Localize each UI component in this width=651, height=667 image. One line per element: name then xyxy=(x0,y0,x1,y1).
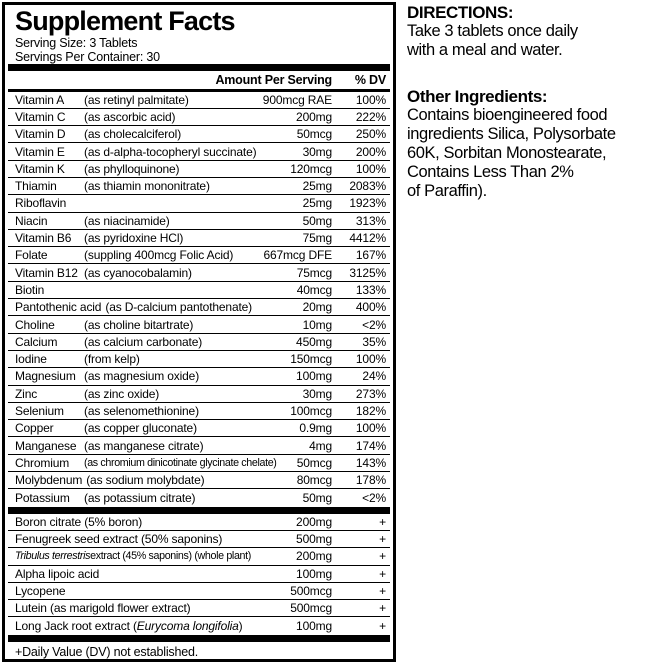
nutrient-dv: 100% xyxy=(355,352,386,367)
nutrient-desc: (as retinyl palmitate) xyxy=(84,92,189,107)
table-row xyxy=(8,514,390,531)
nutrient-dv: 222% xyxy=(355,109,386,124)
table-row xyxy=(8,386,390,403)
nutrient-name: Vitamin D xyxy=(15,127,66,142)
nutrient-amount: 50mg xyxy=(302,213,332,228)
nutrient-name: Chromium xyxy=(15,455,70,470)
nutrient-desc: (as magnesium oxide) xyxy=(84,369,200,384)
nutrient-name: Vitamin K xyxy=(15,161,65,176)
table-row xyxy=(8,264,390,281)
ingredient-dv: + xyxy=(379,619,386,634)
nutrient-desc: (suppling 400mcg Folic Acid) xyxy=(84,248,234,263)
nutrient-name: Riboflavin xyxy=(15,196,67,211)
nutrient-dv: 100% xyxy=(355,161,386,176)
nutrient-dv: 143% xyxy=(355,455,386,470)
thick-divider-top xyxy=(8,64,390,71)
ingredient-name-italic: Tribulus terrestris xyxy=(15,550,91,563)
nutrient-dv: 178% xyxy=(355,473,386,488)
nutrient-dv: 100% xyxy=(355,421,386,436)
thick-divider-middle xyxy=(8,507,390,514)
nutrient-name: Zinc xyxy=(15,386,38,401)
ingredient-dv: + xyxy=(379,583,386,598)
nutrient-dv: 250% xyxy=(355,127,386,142)
nutrient-dv: 100% xyxy=(355,92,386,107)
nutrient-dv: 4412% xyxy=(349,231,386,246)
table-header-row xyxy=(8,71,390,89)
table-row xyxy=(8,437,390,454)
table-row xyxy=(8,92,390,109)
table-row xyxy=(8,600,390,617)
table-row xyxy=(8,531,390,548)
table-row xyxy=(8,178,390,195)
table-row xyxy=(8,247,390,264)
nutrient-desc: (as selenomethionine) xyxy=(84,403,199,418)
ingredient-name-rest: ) xyxy=(238,619,243,634)
table-row xyxy=(8,109,390,126)
nutrient-desc: (as manganese citrate) xyxy=(84,438,204,453)
nutrient-table xyxy=(8,92,390,507)
ingredient-name: Lycopene xyxy=(15,583,66,598)
other-ingredients-line: of Paraffin). xyxy=(407,182,487,200)
ingredient-amount: 500mcg xyxy=(290,583,332,598)
nutrient-amount: 25mg xyxy=(302,179,332,194)
nutrient-desc: (as chromium dinicotinate glycinate chelate) xyxy=(84,456,277,469)
nutrient-desc: (as niacinamide) xyxy=(84,213,170,228)
table-row xyxy=(8,617,390,634)
nutrient-dv: 133% xyxy=(355,282,386,297)
nutrient-amount: 25mg xyxy=(302,196,332,211)
nutrient-name: Magnesium xyxy=(15,369,76,384)
directions-heading: DIRECTIONS: xyxy=(407,3,514,22)
nutrient-dv: <2% xyxy=(362,490,386,505)
nutrient-name: Pantothenic acid xyxy=(15,300,102,315)
table-row xyxy=(8,213,390,230)
nutrient-desc: (as thiamin mononitrate) xyxy=(84,179,210,194)
daily-value-footnote: +Daily Value (DV) not established. xyxy=(15,644,198,659)
section-gap xyxy=(407,60,649,87)
ingredient-name-italic: Eurycoma longifolia xyxy=(136,619,239,634)
nutrient-desc: (as cyanocobalamin) xyxy=(84,265,192,280)
supplement-facts-title: Supplement Facts xyxy=(15,6,235,36)
table-row xyxy=(8,143,390,160)
nutrient-name: Niacin xyxy=(15,213,48,228)
table-row xyxy=(8,126,390,143)
nutrient-amount: 30mg xyxy=(302,386,332,401)
ingredient-amount: 500mcg xyxy=(290,601,332,616)
ingredient-dv: + xyxy=(379,601,386,616)
ingredient-amount: 100mg xyxy=(296,619,332,634)
nutrient-name: Thiamin xyxy=(15,179,57,194)
nutrient-amount: 667mcg DFE xyxy=(263,248,332,263)
nutrient-name: Copper xyxy=(15,421,54,436)
supplement-facts-panel xyxy=(2,2,396,662)
nutrient-amount: 150mcg xyxy=(290,352,332,367)
nutrient-name: Iodine xyxy=(15,352,47,367)
nutrient-amount: 100mcg xyxy=(290,403,332,418)
nutrient-amount: 40mcg xyxy=(296,282,332,297)
nutrient-amount: 10mg xyxy=(302,317,332,332)
other-ingredients-line: ingredients Silica, Polysorbate xyxy=(407,125,616,143)
nutrient-amount: 80mcg xyxy=(296,473,332,488)
other-ingredients-line: 60K, Sorbitan Monostearate, xyxy=(407,144,607,162)
nutrient-name: Vitamin E xyxy=(15,144,65,159)
column-header-amount: Amount Per Serving xyxy=(215,73,332,87)
nutrient-dv: 400% xyxy=(355,300,386,315)
nutrient-name: Calcium xyxy=(15,334,58,349)
nutrient-desc: (from kelp) xyxy=(84,352,140,367)
nutrient-name: Vitamin B6 xyxy=(15,231,72,246)
table-row xyxy=(8,316,390,333)
nutrient-dv: 313% xyxy=(355,213,386,228)
nutrient-desc: (as zinc oxide) xyxy=(84,386,160,401)
nutrient-desc: (as calcium carbonate) xyxy=(84,334,203,349)
table-row xyxy=(8,455,390,472)
column-header-dv: % DV xyxy=(354,73,386,87)
ingredient-amount: 500mg xyxy=(296,532,332,547)
nutrient-desc: (as D-calcium pantothenate) xyxy=(105,300,253,315)
nutrient-desc: (as d-alpha-tocopheryl succinate) xyxy=(84,144,257,159)
table-row xyxy=(8,161,390,178)
table-row xyxy=(8,583,390,600)
nutrient-name: Potassium xyxy=(15,490,70,505)
right-column xyxy=(407,3,649,201)
nutrient-desc: (as ascorbic acid) xyxy=(84,109,176,124)
nutrient-dv: 2083% xyxy=(349,179,386,194)
ingredient-name: Long Jack root extract ( xyxy=(15,619,137,634)
other-ingredients-line: Contains Less Than 2% xyxy=(407,163,574,181)
table-row xyxy=(8,230,390,247)
nutrient-desc: (as choline bitartrate) xyxy=(84,317,194,332)
serving-size: Serving Size: 3 Tablets xyxy=(15,36,138,50)
nutrient-amount: 120mcg xyxy=(290,161,332,176)
ingredient-name: Lutein (as marigold flower extract) xyxy=(15,601,191,616)
nutrient-amount: 75mg xyxy=(302,231,332,246)
ingredient-dv: + xyxy=(379,566,386,581)
nutrient-amount: 450mg xyxy=(296,334,332,349)
table-row xyxy=(8,489,390,506)
table-row xyxy=(8,420,390,437)
table-row xyxy=(8,282,390,299)
nutrient-amount: 30mg xyxy=(302,144,332,159)
nutrient-dv: 167% xyxy=(355,248,386,263)
nutrient-dv: 35% xyxy=(362,334,386,349)
nutrient-name: Biotin xyxy=(15,282,45,297)
nutrient-name: Molybdenum xyxy=(15,473,83,488)
ingredient-name-rest: extract (45% saponins) (whole plant) xyxy=(90,550,251,563)
nutrient-name: Vitamin A xyxy=(15,92,65,107)
nutrient-amount: 900mcg RAE xyxy=(262,92,332,107)
nutrient-name: Choline xyxy=(15,317,55,332)
nutrient-desc: (as phylloquinone) xyxy=(84,161,180,176)
nutrient-dv: 200% xyxy=(355,144,386,159)
nutrient-dv: 273% xyxy=(355,386,386,401)
nutrient-name: Vitamin B12 xyxy=(15,265,78,280)
nutrient-amount: 50mcg xyxy=(296,455,332,470)
table-row xyxy=(8,403,390,420)
table-row xyxy=(8,334,390,351)
nutrient-dv: <2% xyxy=(362,317,386,332)
table-row xyxy=(8,299,390,316)
nutrient-name: Manganese xyxy=(15,438,77,453)
ingredient-amount: 200mg xyxy=(296,514,332,529)
ingredient-amount: 100mg xyxy=(296,566,332,581)
nutrient-amount: 20mg xyxy=(302,300,332,315)
table-row xyxy=(8,566,390,583)
nutrient-amount: 4mg xyxy=(309,438,332,453)
directions-line: with a meal and water. xyxy=(407,41,563,59)
nutrient-desc: (as copper gluconate) xyxy=(84,421,197,436)
directions-line: Take 3 tablets once daily xyxy=(407,22,578,40)
table-row xyxy=(8,195,390,212)
nutrient-dv: 182% xyxy=(355,403,386,418)
ingredient-name: Alpha lipoic acid xyxy=(15,566,100,581)
nutrient-name: Folate xyxy=(15,248,48,263)
table-row xyxy=(8,472,390,489)
other-ingredients-line: Contains bioengineered food xyxy=(407,106,608,124)
nutrient-desc: (as sodium molybdate) xyxy=(86,473,205,488)
nutrient-amount: 100mg xyxy=(296,369,332,384)
table-row xyxy=(8,548,390,565)
table-row xyxy=(8,368,390,385)
ingredient-name: Fenugreek seed extract (50% saponins) xyxy=(15,532,223,547)
nutrient-amount: 50mg xyxy=(302,490,332,505)
nutrient-amount: 50mcg xyxy=(296,127,332,142)
nutrient-amount: 0.9mg xyxy=(299,421,332,436)
nutrient-name: Selenium xyxy=(15,403,64,418)
ingredient-dv: + xyxy=(379,532,386,547)
ingredient-dv: + xyxy=(379,549,386,564)
ingredient-dv: + xyxy=(379,514,386,529)
nutrient-desc: (as potassium citrate) xyxy=(84,490,196,505)
botanical-table xyxy=(8,514,390,635)
nutrient-desc: (as pyridoxine HCl) xyxy=(84,231,184,246)
nutrient-dv: 1923% xyxy=(349,196,386,211)
nutrient-dv: 3125% xyxy=(349,265,386,280)
ingredient-amount: 200mg xyxy=(296,549,332,564)
ingredient-name: Boron citrate (5% boron) xyxy=(15,514,143,529)
thick-divider-bottom xyxy=(8,635,390,642)
nutrient-amount: 75mcg xyxy=(296,265,332,280)
nutrient-desc: (as cholecalciferol) xyxy=(84,127,182,142)
servings-per-container: Servings Per Container: 30 xyxy=(15,50,160,64)
nutrient-name: Vitamin C xyxy=(15,109,66,124)
nutrient-dv: 174% xyxy=(355,438,386,453)
table-row xyxy=(8,351,390,368)
other-ingredients-heading: Other Ingredients: xyxy=(407,87,548,106)
nutrient-dv: 24% xyxy=(362,369,386,384)
nutrient-amount: 200mg xyxy=(296,109,332,124)
